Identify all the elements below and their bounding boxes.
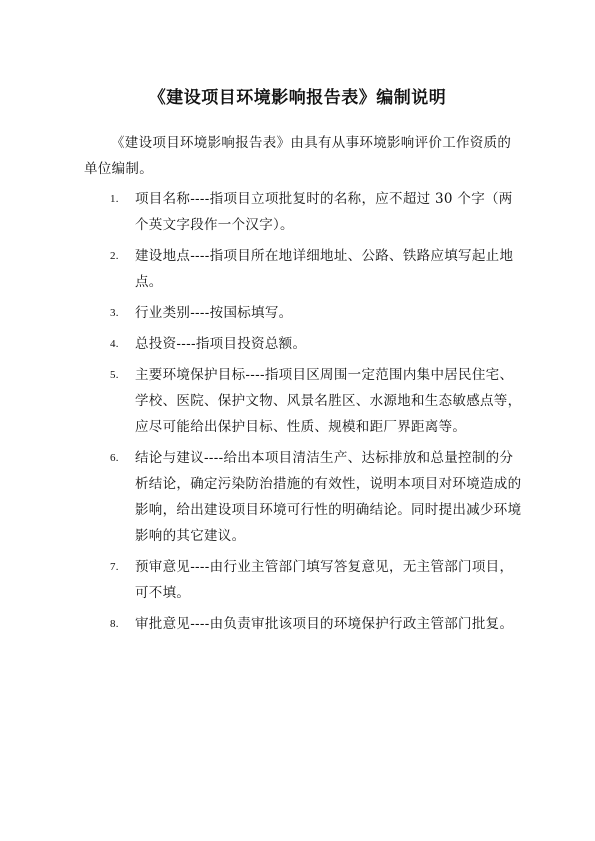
list-item bbox=[110, 611, 526, 637]
document-title: 《建设项目环境影响报告表》编制说明 bbox=[148, 88, 447, 108]
item-text: 建设地点----指项目所在地详细地址、公路、铁路应填写起止地点。 bbox=[135, 248, 514, 290]
item-text: 预审意见----由行业主管部门填写答复意见，无主管部门项目，可不填。 bbox=[135, 559, 514, 601]
list-item bbox=[110, 445, 526, 549]
item-number: 1. bbox=[110, 193, 119, 205]
item-number: 8. bbox=[110, 618, 119, 630]
item-text: 审批意见----由负责审批该项目的环境保护行政主管部门批复。 bbox=[135, 616, 514, 632]
item-number: 2. bbox=[110, 250, 119, 262]
item-number: 3. bbox=[110, 307, 119, 319]
item-number: 7. bbox=[110, 561, 119, 573]
item-text: 结论与建议----给出本项目清洁生产、达标排放和总量控制的分析结论，确定污染防治措施的有效性，说明本项目对环境造成的影响，给出建设项目环境可行性的明确结论。同时提出减少环境影响的其它建议。 bbox=[135, 450, 522, 544]
item-number: 5. bbox=[110, 369, 119, 381]
item-text: 项目名称----指项目立项批复时的名称，应不超过 30 个字（两个英文字段作一个汉字）。 bbox=[135, 191, 513, 233]
item-number: 6. bbox=[110, 452, 119, 464]
list-item bbox=[110, 331, 526, 357]
list-item bbox=[110, 243, 526, 295]
list-item bbox=[110, 362, 526, 440]
item-number: 4. bbox=[110, 338, 119, 350]
intro-paragraph: 《建设项目环境影响报告表》由具有从事环境影响评价工作资质的单位编制。 bbox=[84, 135, 512, 177]
instruction-list bbox=[110, 186, 526, 642]
item-text: 行业类别----按国标填写。 bbox=[135, 305, 293, 321]
list-item bbox=[110, 186, 526, 238]
item-text: 总投资----指项目投资总额。 bbox=[135, 336, 307, 352]
list-item bbox=[110, 554, 526, 606]
list-item bbox=[110, 300, 526, 326]
item-text: 主要环境保护目标----指项目区周围一定范围内集中居民住宅、学校、医院、保护文物、风景名胜区、水源地和生态敏感点等，应尽可能给出保护目标、性质、规模和距厂界距离等。 bbox=[135, 367, 522, 435]
